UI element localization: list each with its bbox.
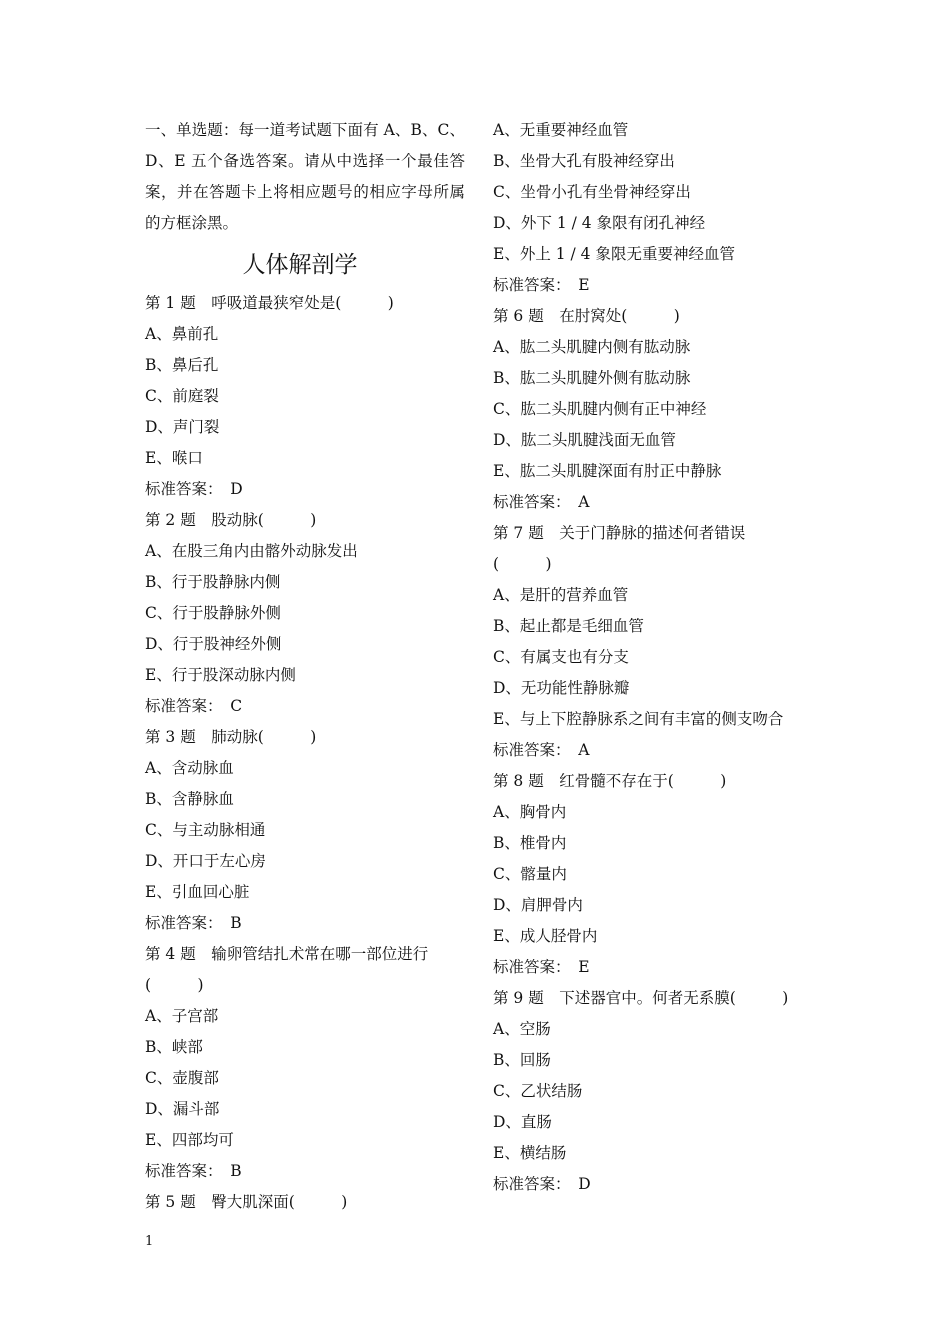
right-column	[493, 115, 823, 1200]
option-line: C、坐骨小孔有坐骨神经穿出	[493, 183, 691, 201]
question-line: 第 2 题 股动脉( )	[145, 511, 317, 529]
option-line: B、起止都是毛细血管	[493, 617, 644, 635]
option-line: A、胸骨内	[493, 803, 567, 821]
answer-line: 标准答案： D	[493, 1175, 591, 1193]
option-line: D、声门裂	[145, 418, 220, 436]
option-line: B、椎骨内	[493, 834, 567, 852]
right-question-list	[493, 115, 823, 1200]
option-line: D、肩胛骨内	[493, 896, 583, 914]
option-line: E、外上 1 / 4 象限无重要神经血管	[493, 245, 735, 263]
answer-line: 标准答案： E	[493, 958, 590, 976]
option-line: A、鼻前孔	[145, 325, 219, 343]
option-line: A、空肠	[493, 1020, 551, 1038]
option-line: D、开口于左心房	[145, 852, 266, 870]
option-line: A、在股三角内由髂外动脉发出	[145, 542, 358, 560]
question-line: 第 6 题 在肘窝处( )	[493, 307, 680, 325]
option-line: E、成人胫骨内	[493, 927, 598, 945]
option-line: B、峡部	[145, 1038, 203, 1056]
option-line: C、乙状结肠	[493, 1082, 583, 1100]
option-line: B、坐骨大孔有股神经穿出	[493, 152, 675, 170]
option-line: B、行于股静脉内侧	[145, 573, 281, 591]
option-line: D、行于股神经外侧	[145, 635, 282, 653]
option-line: E、引血回心脏	[145, 883, 250, 901]
page-number: 1	[145, 1234, 154, 1249]
option-line: C、行于股静脉外侧	[145, 604, 281, 622]
option-line: D、漏斗部	[145, 1100, 220, 1118]
option-line: D、肱二头肌腱浅面无血管	[493, 431, 676, 449]
question-line: 第 3 题 肺动脉( )	[145, 728, 317, 746]
question-continuation: ( )	[145, 976, 204, 994]
option-line: D、外下 1 / 4 象限有闭孔神经	[493, 214, 706, 232]
document-title: 人体解剖学	[242, 252, 358, 278]
question-line: 第 9 题 下述器官中。何者无系膜( )	[493, 989, 789, 1007]
option-line: C、肱二头肌腱内侧有正中神经	[493, 400, 707, 418]
answer-line: 标准答案： D	[145, 480, 243, 498]
answer-line: 标准答案： A	[493, 493, 590, 511]
option-line: B、回肠	[493, 1051, 551, 1069]
option-line: E、行于股深动脉内侧	[145, 666, 296, 684]
answer-line: 标准答案： E	[493, 276, 590, 294]
answer-line: 标准答案： A	[493, 741, 590, 759]
option-line: E、喉口	[145, 449, 203, 467]
question-line: 第 7 题 关于门静脉的描述何者错误	[493, 524, 746, 542]
option-line: C、与主动脉相通	[145, 821, 266, 839]
option-line: E、四部均可	[145, 1131, 234, 1149]
option-line: E、横结肠	[493, 1144, 567, 1162]
option-line: D、无功能性静脉瓣	[493, 679, 630, 697]
question-line: 第 1 题 呼吸道最狭窄处是( )	[145, 294, 394, 312]
question-line: 第 4 题 输卵管结扎术常在哪一部位进行	[145, 945, 429, 963]
answer-line: 标准答案： B	[145, 914, 242, 932]
option-line: E、与上下腔静脉系之间有丰富的侧支吻合	[493, 710, 784, 728]
option-line: A、含动脉血	[145, 759, 234, 777]
question-line: 第 8 题 红骨髓不存在于( )	[493, 772, 727, 790]
option-line: C、壶腹部	[145, 1069, 219, 1087]
left-question-list	[145, 288, 465, 1218]
answer-line: 标准答案： B	[145, 1162, 242, 1180]
instructions-paragraph: 一、单选题：每一道考试题下面有 A、B、C、D、E 五个备选答案。请从中选择一个最佳答案，并在答题卡上将相应题号的相应字母所属的方框涂黑。	[145, 121, 465, 232]
option-line: B、肱二头肌腱外侧有肱动脉	[493, 369, 691, 387]
answer-line: 标准答案： C	[145, 697, 243, 715]
option-line: E、肱二头肌腱深面有肘正中静脉	[493, 462, 722, 480]
option-line: A、肱二头肌腱内侧有肱动脉	[493, 338, 691, 356]
option-line: C、前庭裂	[145, 387, 219, 405]
question-continuation: ( )	[493, 555, 552, 573]
option-line: C、有属支也有分支	[493, 648, 629, 666]
option-line: C、髂量内	[493, 865, 567, 883]
option-line: A、是肝的营养血管	[493, 586, 629, 604]
question-line: 第 5 题 臀大肌深面( )	[145, 1193, 348, 1211]
option-line: A、无重要神经血管	[493, 121, 629, 139]
option-line: A、子宫部	[145, 1007, 219, 1025]
option-line: B、鼻后孔	[145, 356, 219, 374]
option-line: B、含静脉血	[145, 790, 234, 808]
left-column	[145, 115, 465, 1218]
option-line: D、直肠	[493, 1113, 552, 1131]
